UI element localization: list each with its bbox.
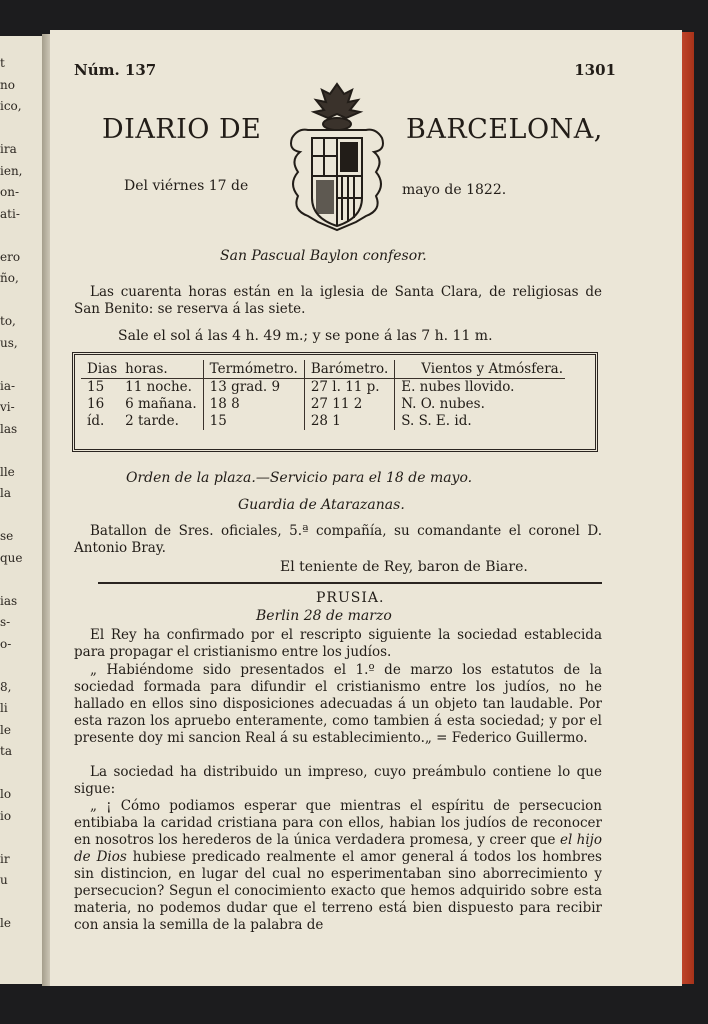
weather-cell: 11 noche. — [119, 379, 203, 397]
facing-page-fragment: ico, — [0, 99, 22, 113]
table-row — [81, 379, 565, 397]
facing-page-fragment: vi- — [0, 400, 15, 414]
date-left: Del viérnes 17 de — [124, 178, 249, 194]
body-text: hubiese predicado realmente el amor general á todos los hombres sin distincion, en lugar del cual no esperimentaban sino aborrecimiento y persecucion? Segun el conocimiento exacto que hemos adquirido sobre esta materia, no podemos dudar que el terreno está bien dispuesto para recibir con ansia la semilla de la palabra de — [74, 849, 602, 933]
weather-cell: 15 — [87, 379, 105, 395]
weather-header: Barómetro. — [304, 360, 394, 379]
facing-page-fragment: li — [0, 701, 8, 715]
facing-page-fragment: le — [0, 916, 11, 930]
facing-page-fragment: us, — [0, 335, 18, 350]
weather-cell: 27 11 2 — [304, 396, 394, 413]
page-number: 1301 — [574, 61, 616, 79]
facing-page-fragment: ira — [0, 142, 17, 156]
body-paragraph — [74, 798, 602, 934]
sunrise-sunset: Sale el sol á las 4 h. 49 m.; y se pone á las 7 h. 11 m. — [118, 328, 493, 344]
date-right: mayo de 1822. — [402, 182, 507, 198]
weather-cell: E. nubes llovido. — [401, 379, 515, 395]
section-title: PRUSIA. — [316, 590, 385, 606]
weather-cell: 13 grad. 9 — [203, 379, 304, 397]
facing-page-fragment: ta — [0, 744, 12, 758]
facing-page-fragment: la — [0, 486, 11, 500]
facing-page-fragment: ir — [0, 851, 10, 866]
weather-cell: 2 tarde. — [119, 413, 203, 430]
weather-header-row — [81, 360, 565, 379]
facing-page-fragment: 8, — [0, 679, 12, 694]
page-edge — [680, 32, 694, 984]
facing-page-fragment: no — [0, 77, 15, 92]
weather-cell: 6 mañana. — [119, 396, 203, 413]
guardia: Guardia de Atarazanas. — [238, 497, 405, 513]
weather-cell: 15 — [203, 413, 304, 430]
body-paragraph: La sociedad ha distribuido un impreso, cuyo preámbulo contiene lo que sigue: — [74, 764, 602, 797]
dateline: Berlin 28 de marzo — [256, 608, 392, 624]
facing-page-fragment: on- — [0, 185, 20, 199]
weather-cell: íd. — [87, 413, 105, 429]
facing-page-fragment: io — [0, 808, 12, 823]
facing-page-fragment: to, — [0, 314, 16, 328]
section-divider — [98, 582, 602, 584]
body-italic: el hijo de Dios — [74, 832, 602, 865]
masthead-right: BARCELONA, — [406, 114, 603, 145]
teniente-line: El teniente de Rey, baron de Biare. — [280, 559, 528, 575]
weather-header: Vientos y Atmósfera. — [395, 360, 565, 379]
facing-page-fragment: ño, — [0, 271, 19, 285]
table-row — [81, 413, 565, 430]
saint-of-day: San Pascual Baylon confesor. — [220, 248, 427, 264]
facing-page-fragment: ati- — [0, 206, 20, 221]
facing-page-fragment: lo — [0, 787, 12, 801]
body-paragraph: „ Habiéndome sido presentados el 1.º de marzo los estatutos de la sociedad formada para difundir el cristianismo entre los judíos, no he hallado en ellos sino disposiciones adecuadas á un objeto tan laudable. Por esta razon los apruebo enteramente, como tambien á esta sociedad; y por el presente doy mi sancion Real á su establecimiento.„ = Federico Guillermo. — [74, 662, 602, 746]
facing-page-fragment: ien, — [0, 163, 23, 178]
orden-de-la-plaza: Orden de la plaza.—Servicio para el 18 de mayo. — [126, 470, 473, 486]
weather-cell: S. S. E. id. — [401, 413, 472, 429]
batallon-paragraph: Batallon de Sres. oficiales, 5.ª compañía, su comandante el coronel D. Antonio Bray. — [74, 523, 602, 556]
facing-page-fragment: se — [0, 529, 14, 543]
facing-page-fragment: ias — [0, 593, 18, 608]
masthead-left: DIARIO DE — [102, 114, 262, 145]
facing-page-fragment: o- — [0, 636, 12, 651]
newspaper-page — [50, 30, 682, 986]
body-paragraph: El Rey ha confirmado por el rescripto siguiente la sociedad establecida para propagar el cristianismo entre los judíos. — [74, 627, 602, 660]
facing-page-fragment: las — [0, 421, 18, 436]
announcement: Las cuarenta horas están en la iglesia de Santa Clara, de religiosas de San Benito: se reserva á las siete. — [74, 284, 602, 317]
table-row — [81, 396, 565, 413]
facing-page-fragment: lle — [0, 464, 15, 479]
facing-page-fragment: ia- — [0, 378, 16, 393]
weather-table — [72, 352, 598, 452]
weather-cell: 16 — [87, 396, 105, 412]
weather-header: horas. — [119, 360, 203, 379]
weather-cell: 28 1 — [304, 413, 394, 430]
body-text: „ ¡ Cómo podiamos esperar que mientras el espíritu de persecucion entibiaba la caridad cristiana para con ellos, habian los judíos de reconocer en nosotros los herederos de la única verdadera promesa, y creer que — [74, 798, 602, 848]
coat-of-arms-icon — [278, 80, 396, 244]
weather-header: Dias — [81, 360, 119, 379]
weather-cell: 18 8 — [203, 396, 304, 413]
facing-page-fragment: le — [0, 722, 11, 737]
facing-page-fragment: u — [0, 873, 8, 887]
issue-number: Núm. 137 — [74, 61, 157, 79]
weather-cell: 27 l. 11 p. — [304, 379, 394, 397]
facing-page-fragment: s- — [0, 615, 11, 629]
facing-page-fragment: que — [0, 550, 23, 565]
weather-cell: N. O. nubes. — [401, 396, 485, 412]
facing-page-fragment: ero — [0, 249, 21, 264]
facing-page — [0, 36, 43, 984]
facing-page-fragment: t — [0, 56, 5, 70]
weather-header: Termómetro. — [203, 360, 304, 379]
